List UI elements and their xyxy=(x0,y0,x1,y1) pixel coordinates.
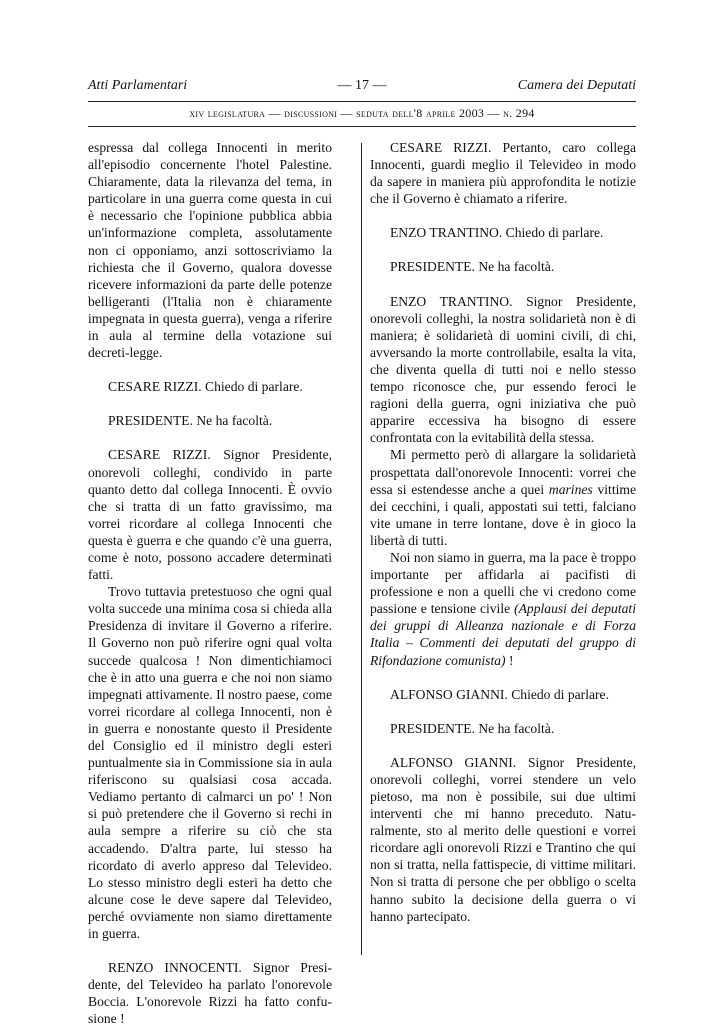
session-date: seduta dell'8 aprile xyxy=(356,106,456,120)
paragraph: CESARE RIZZI. Chiedo di parlare. xyxy=(108,379,303,395)
paragraph: ALFONSO GIANNI. Chiedo di parlare. xyxy=(390,686,609,702)
paragraph: PRESIDENTE. Ne ha facoltà. xyxy=(390,720,555,736)
italic-run: (Applausi dei deputati dei gruppi di Alleanza nazionale e di Forza Italia – Commenti dei deputati del gruppo di Rifondazione comunista) xyxy=(370,601,636,668)
paragraph: ALFONSO GIANNI. Signor Presidente, onorevoli colleghi, vorrei stendere un velo pietoso, ma non è possibile, sui due ultimi interventi che mi hanno preceduto. Naturalmente, sto al merito delle questioni e vorrei ricordare agli onorevoli Rizzi e Trantino che qui non si tratta, nella fattispecie, di vittime militari. Non si tratta di persone che per obbligo o scelta hanno subito la decisione della guerra o vi hanno partecipato. xyxy=(370,754,636,924)
discussions: discussioni xyxy=(284,106,338,120)
sub-sep-1: — xyxy=(265,106,285,120)
paragraph: CESARE RIZZI. Signor Presidente, onorevoli colleghi, condivido in parte quanto detto dal collega Innocenti. È ovvio che si tratta di un fatto gravissimo, ma vorrei ricordare al collega Innocenti che questa è guerra e che quando c'è una guerra, come è noto, possono accadere determinati fatti. xyxy=(88,447,332,583)
italic-run: marines xyxy=(548,481,593,497)
paragraph: Trovo tuttavia pretestuoso che ogni qual volta succede una minima cosa si chieda alla Presidenza di invitare il Governo a riferire. Il Governo non può riferire ogni qual volta succede qualcosa ! Non dimentichiamoci che è in atto una guerra e che noi non siamo impegnati attivamente. Il nostro paese, come vorrei ricordare al collega Innocenti, non è in guerra e nonostante questo il Presidente del Consiglio ed il ministro degli esteri puntualmente sia in Commissione sia in aula riferiscono su qualsiasi cosa accada. Vediamo pertanto di calmarci un po' ! Non si può pretendere che il Governo si rechi in aula sempre a riferire su ciò che sta accadendo. D'altra parte, lui stesso ha ricordato di averlo appreso dal Televideo. Lo stesso ministro degli esteri ha detto che alcune cose le deve sapere dal Televideo, perché ovviamente non siamo direttamente in guerra. xyxy=(88,584,332,942)
text-run: Mi permetto però di allargare la solidarietà prospettata dall'onorevole Innocenti: vorrei che essa si estendesse anche a quei xyxy=(370,447,636,497)
paragraph: RENZO INNOCENTI. Signor Presidente, del Televideo ha parlato l'onorevole Boccia. L'onorevole Rizzi ha fatto confusione ! xyxy=(88,960,332,1027)
session-year: 2003 — xyxy=(455,106,504,120)
right-column xyxy=(370,139,636,925)
paragraph: CESARE RIZZI. Pertanto, caro collega Innocenti, guardi meglio il Televideo in modo da sapere in maniera più approfondita le notizie che il Governo è chiamato a riferire. xyxy=(370,140,636,207)
paragraph: PRESIDENTE. Ne ha facoltà. xyxy=(390,259,555,275)
header-rule-top xyxy=(88,101,636,102)
header-left: Atti Parlamentari xyxy=(88,78,188,93)
column-divider xyxy=(361,143,362,955)
paragraph xyxy=(370,446,636,549)
session-subheader xyxy=(88,106,636,121)
left-column xyxy=(88,139,332,1028)
text-run: vittime dei cecchini, i quali, appostati sui tetti, falciano vite umane in terre lontane, dove è in gioco la libertà di tutti. xyxy=(370,481,636,548)
text-run: Noi non siamo in guerra, ma la pace è troppo importante per affidarla ai pacifisti di professione e non a quelli che vi credono come passione e tensione civile xyxy=(370,549,636,617)
sub-sep-2: — xyxy=(337,106,357,120)
paragraph: espressa dal collega Innocenti in merito all'episodio concernente l'hotel Palestine. Chiaramente, data la rilevanza del tema, in particolare in una guerra come questa in cui è necessario che l'opinione pubblica abbia un'informazione completa, assolutamente non ci opponiamo, anzi sottoscriviamo la richiesta che il Governo, qualora dovesse ricevere informazioni da parte delle potenze belligeranti (l'Italia non è chiaramente impegnata in questa guerra), venga a riferire in aula al termine della votazione sui decreti-legge. xyxy=(88,140,332,361)
paragraph xyxy=(370,549,636,669)
text-run: ! xyxy=(505,652,514,668)
paragraph: ENZO TRANTINO. Signor Presidente, onorevoli colleghi, la nostra solidarietà non è di maniera; è solidarietà di uomini civili, di chi, avversando la morte controllabile, esalta la vita, che diventa quella di tutti noi e nello stesso tempo riconosce che, pur essendo feroci le ragioni della guerra, ogni iniziativa che può apparire eccessiva ha bisogno di essere confrontata con la evitabilità della stessa. xyxy=(370,293,636,446)
header-right: Camera dei Deputati xyxy=(517,78,636,93)
number-label: n. xyxy=(503,106,513,120)
paragraph: ENZO TRANTINO. Chiedo di parlare. xyxy=(390,225,604,241)
legislature: xiv legislatura xyxy=(189,106,266,120)
page-number: — 17 — xyxy=(337,78,387,93)
number-value: 294 xyxy=(512,106,535,120)
header-rule-bottom xyxy=(88,126,636,127)
page-header xyxy=(88,78,636,100)
paragraph: PRESIDENTE. Ne ha facoltà. xyxy=(108,413,273,429)
